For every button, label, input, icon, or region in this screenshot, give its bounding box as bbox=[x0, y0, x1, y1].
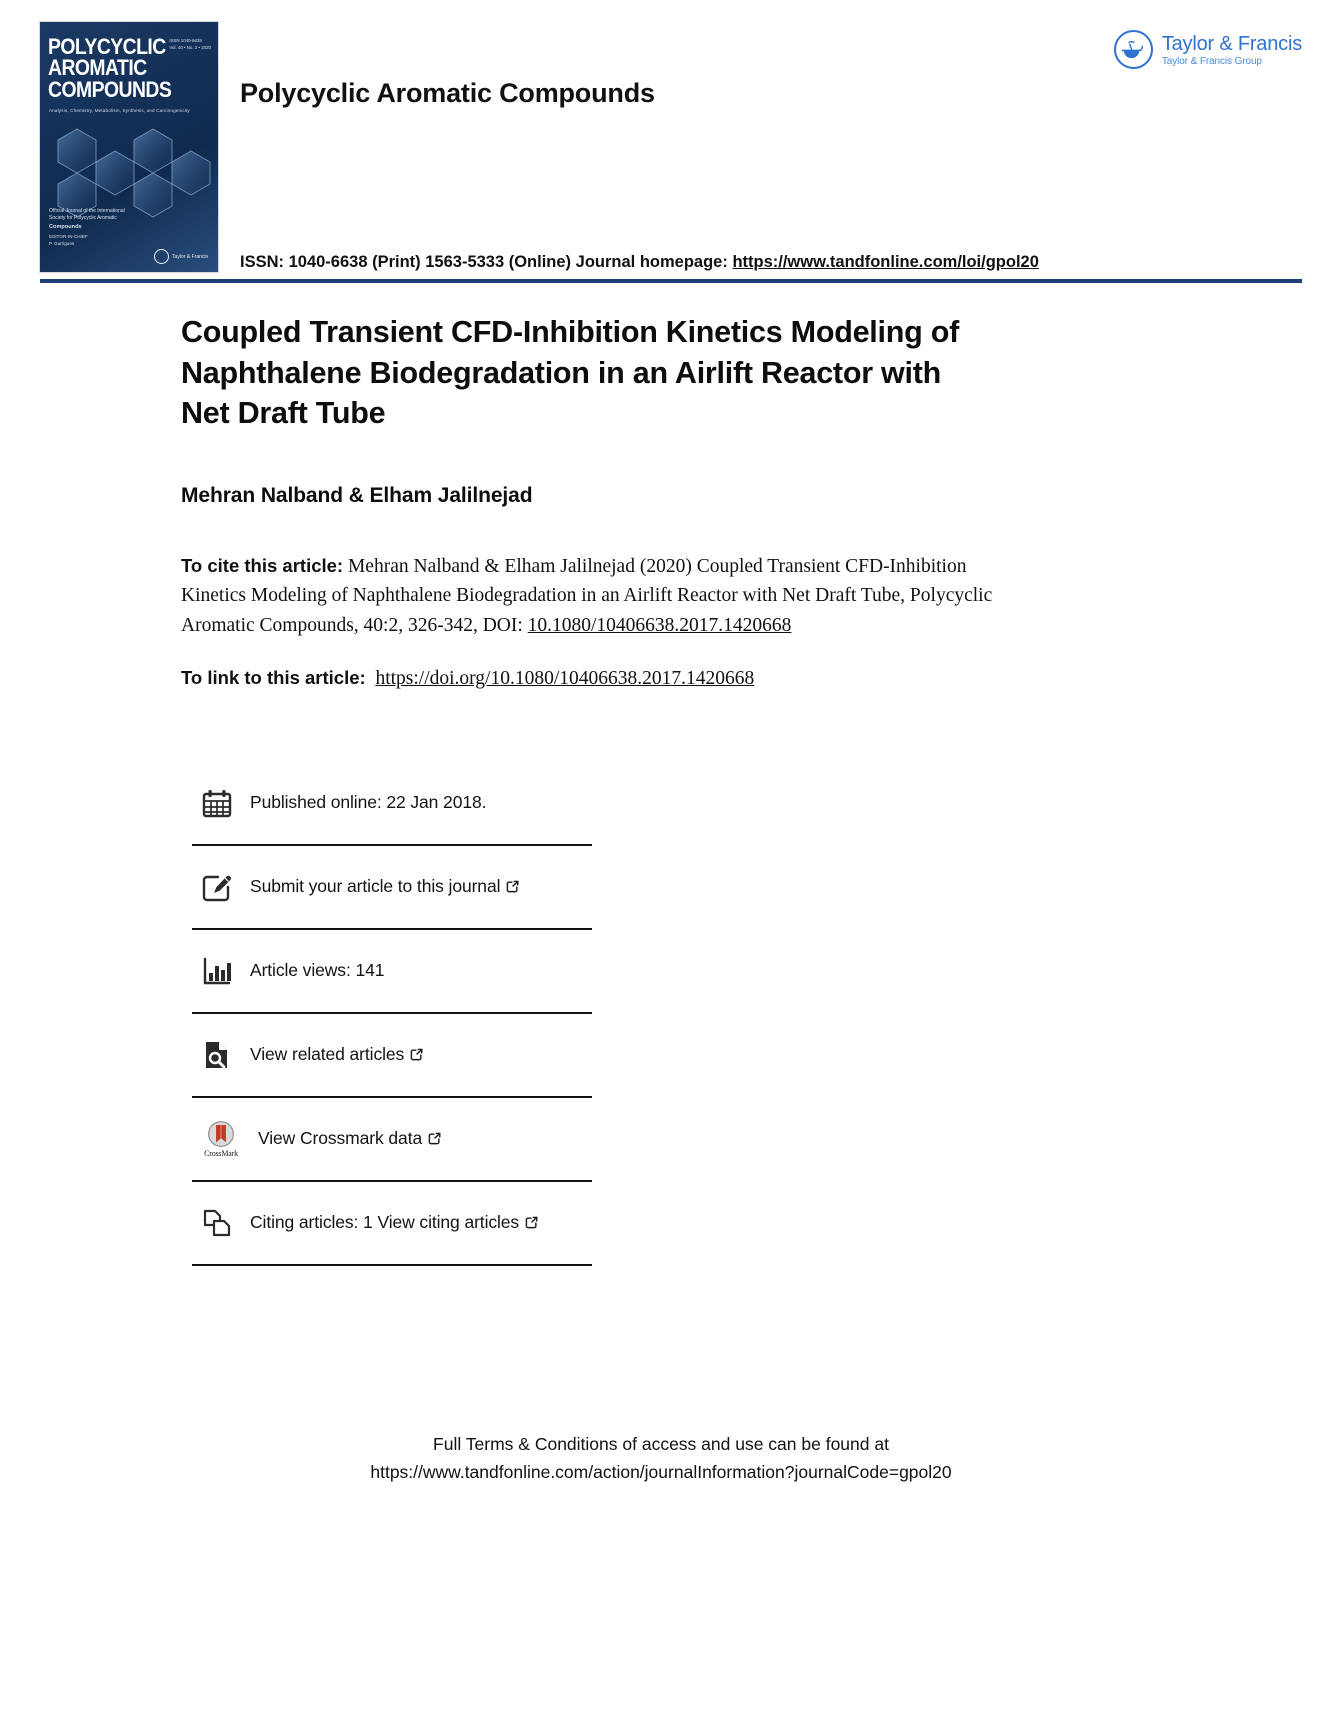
external-link-icon bbox=[524, 1214, 539, 1229]
meta-row-submit-article[interactable] bbox=[192, 846, 592, 930]
meta-row-citing-articles[interactable] bbox=[192, 1182, 592, 1266]
cite-label: To cite this article: bbox=[181, 554, 344, 576]
meta-row-published-online bbox=[192, 762, 592, 846]
issn-text: ISSN: 1040-6638 (Print) 1563-5333 (Online) Journal homepage: bbox=[240, 253, 728, 271]
taylor-francis-lamp-icon bbox=[1114, 30, 1153, 69]
cover-title-line-3: COMPOUNDS bbox=[48, 76, 172, 102]
cover-lamp-icon bbox=[154, 249, 169, 264]
calendar-icon bbox=[198, 784, 236, 822]
cover-title-line-1: POLYCYCLIC bbox=[48, 34, 166, 59]
journal-title: Polycyclic Aromatic Compounds bbox=[240, 78, 655, 108]
meta-row-crossmark[interactable] bbox=[192, 1098, 592, 1182]
meta-text-submit: Submit your article to this journal bbox=[250, 876, 501, 897]
meta-row-related-articles[interactable] bbox=[192, 1014, 592, 1098]
document-search-icon bbox=[198, 1036, 236, 1074]
journal-homepage-link[interactable]: https://www.tandfonline.com/loi/gpol20 bbox=[732, 253, 1039, 271]
cover-issn-line-2: Vol. 40 • No. 2 • 2020 bbox=[169, 44, 211, 50]
external-link-icon bbox=[409, 1046, 424, 1061]
meta-text-citing: Citing articles: 1 View citing articles bbox=[250, 1212, 520, 1233]
issn-line bbox=[240, 253, 1039, 272]
cover-publisher-name: Taylor & Francis bbox=[172, 253, 208, 260]
cover-editor-name: P. Garrigues bbox=[49, 240, 75, 246]
journal-cover-image bbox=[40, 22, 218, 272]
footer-terms-url: https://www.tandfonline.com/action/journalInformation?journalCode=gpol20 bbox=[370, 1462, 952, 1482]
page-footer bbox=[0, 1430, 1322, 1486]
cover-title bbox=[48, 34, 172, 102]
bar-chart-icon bbox=[198, 952, 236, 990]
external-link-icon bbox=[505, 878, 520, 893]
meta-label-related-articles bbox=[250, 1044, 424, 1065]
taylor-francis-group: Taylor & Francis Group bbox=[1161, 55, 1262, 67]
external-link-icon bbox=[427, 1130, 442, 1145]
cite-doi-link[interactable]: 10.1080/10406638.2017.1420668 bbox=[527, 614, 792, 636]
pencil-square-icon bbox=[198, 868, 236, 906]
article-metrics-list bbox=[192, 762, 592, 1266]
article-title: Coupled Transient CFD-Inhibition Kinetics Modeling of Naphthalene Biodegradation in an Airlift Reactor with Net Draft Tube bbox=[181, 315, 960, 431]
page-content bbox=[0, 290, 1322, 1266]
meta-label-crossmark bbox=[258, 1128, 442, 1149]
meta-label-submit-article bbox=[250, 876, 520, 897]
citation-block bbox=[181, 552, 1011, 641]
cover-society bbox=[49, 208, 125, 231]
article-link-block bbox=[181, 667, 1322, 690]
meta-text-related: View related articles bbox=[250, 1044, 405, 1065]
cover-issn bbox=[169, 38, 211, 51]
meta-label-article-views: Article views: 141 bbox=[250, 960, 385, 981]
taylor-francis-logo bbox=[1114, 30, 1302, 69]
copy-documents-icon bbox=[198, 1204, 236, 1242]
crossmark-badge-label: CrossMark bbox=[204, 1148, 238, 1158]
cover-society-line-3: Compounds bbox=[49, 223, 82, 230]
taylor-francis-name: Taylor & Francis bbox=[1161, 32, 1302, 55]
meta-label-published-online: Published online: 22 Jan 2018. bbox=[250, 792, 487, 813]
cover-title-line-2: AROMATIC bbox=[48, 55, 147, 81]
meta-label-citing-articles bbox=[250, 1212, 539, 1233]
cover-publisher-mark bbox=[154, 249, 208, 264]
article-doi-link[interactable]: https://doi.org/10.1080/10406638.2017.1420668 bbox=[375, 667, 755, 689]
crossmark-icon bbox=[198, 1120, 244, 1158]
cover-society-line-1: Official Journal of the International bbox=[49, 208, 125, 214]
cover-issn-line-1: ISSN 1040-6638 bbox=[169, 38, 202, 43]
meta-row-article-views bbox=[192, 930, 592, 1014]
meta-text-crossmark: View Crossmark data bbox=[258, 1128, 423, 1149]
cover-society-line-2: Society for Polycyclic Aromatic bbox=[49, 215, 117, 222]
cite-text: Mehran Nalband & Elham Jalilnejad (2020) Coupled Transient CFD-Inhibition Kinetics Modeling of Naphthalene Biodegradation in an Airlift Reactor with Net Draft Tube, Polycyclic Aromatic Compounds, 40:2, 326-342, DOI: bbox=[181, 555, 993, 636]
link-label: To link to this article: bbox=[181, 666, 366, 688]
cover-subtitle: Analysis, Chemistry, Metabolism, Synthesis, and Carcinogenicity bbox=[49, 108, 190, 113]
cover-editor-label: EDITOR-IN-CHIEF bbox=[49, 234, 88, 239]
page-header bbox=[0, 0, 1322, 290]
article-authors: Mehran Nalband & Elham Jalilnejad bbox=[181, 483, 533, 507]
cover-editor bbox=[49, 234, 88, 248]
header-divider bbox=[40, 279, 1302, 283]
footer-terms-text: Full Terms & Conditions of access and use can be found at bbox=[433, 1434, 889, 1454]
